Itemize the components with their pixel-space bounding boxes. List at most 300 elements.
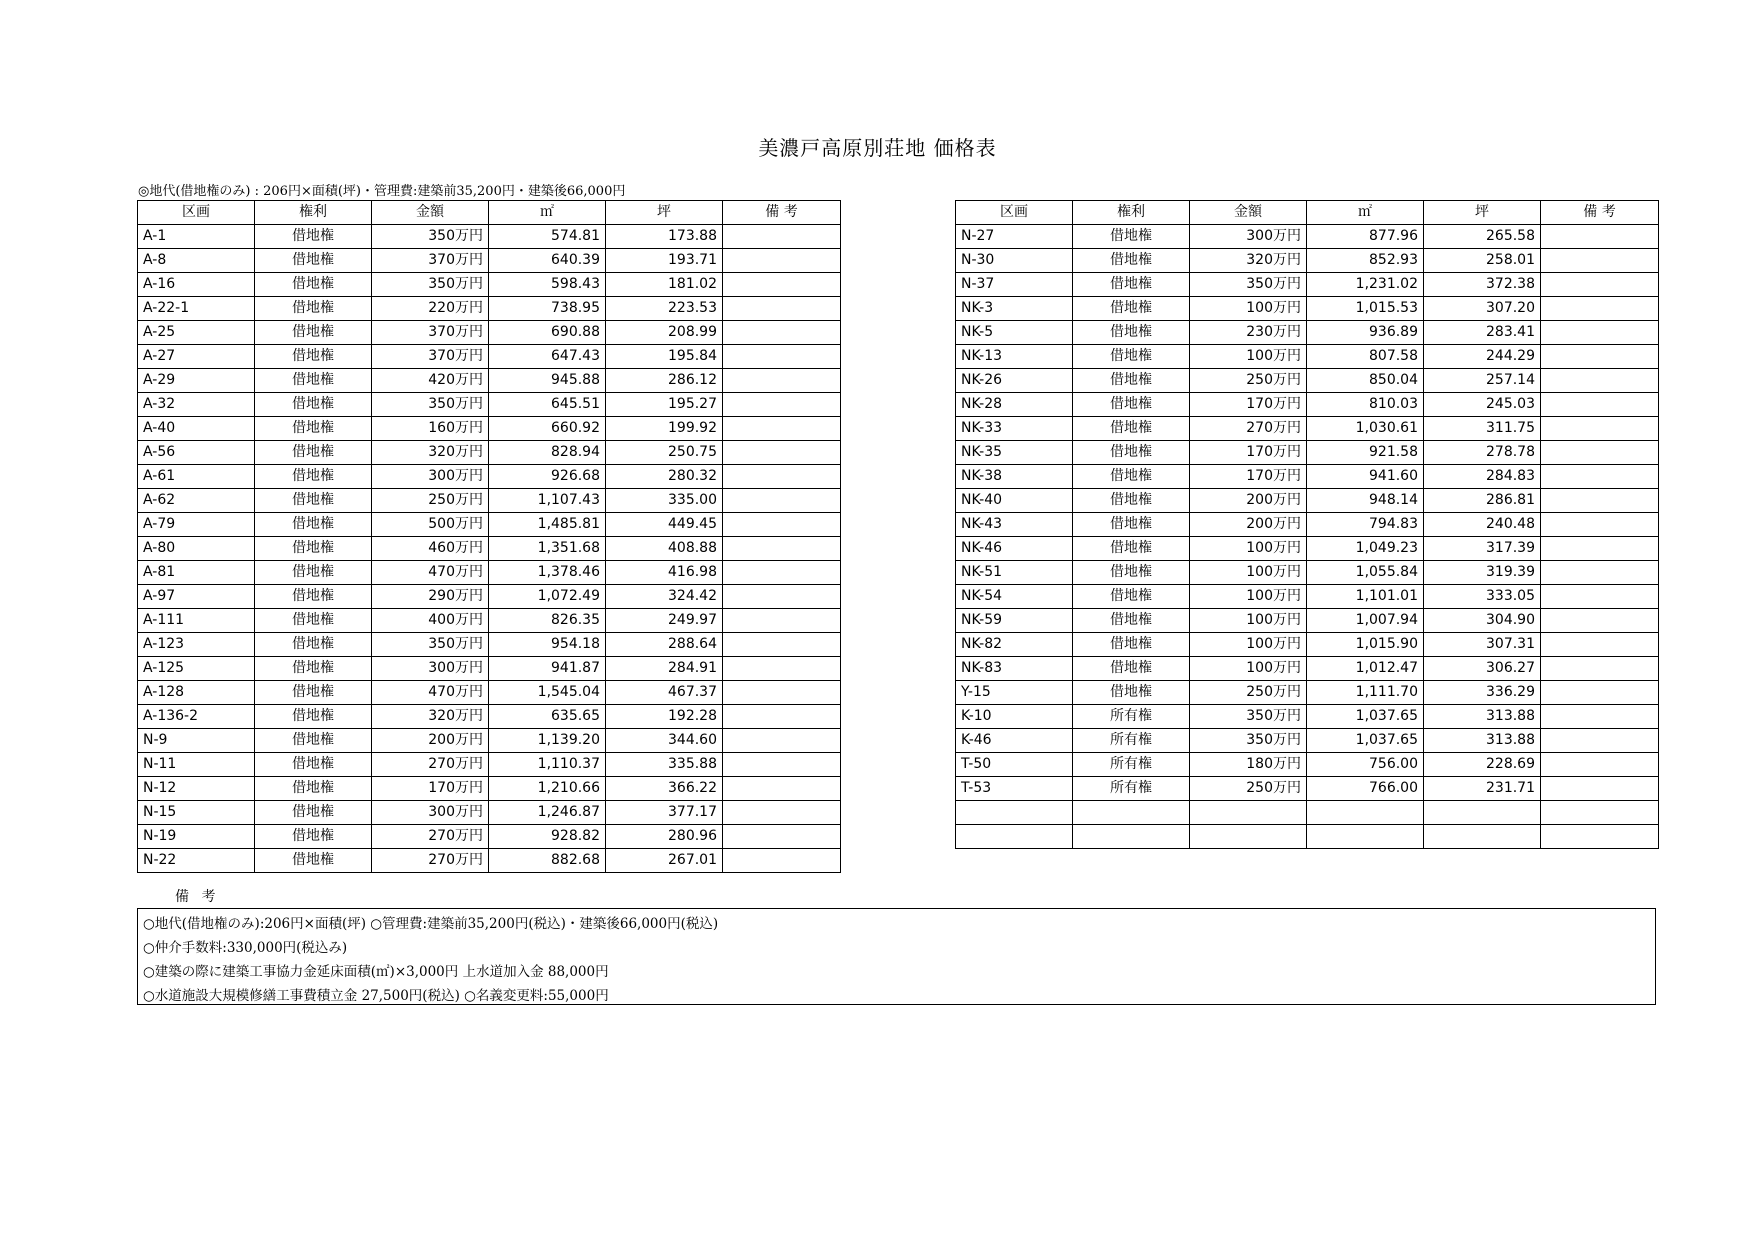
- table-row: [956, 633, 1659, 657]
- cell-lot-id: N-19: [138, 825, 255, 849]
- cell-price: 350万円: [372, 633, 489, 657]
- table-row: [956, 417, 1659, 441]
- cell-remarks: [1541, 249, 1659, 273]
- cell-lot-id: NK-5: [956, 321, 1073, 345]
- cell-remarks: [1541, 489, 1659, 513]
- cell-remarks: [1541, 633, 1659, 657]
- cell-tenure: 所有権: [1073, 705, 1190, 729]
- table-row: [956, 465, 1659, 489]
- cell-remarks: [723, 585, 841, 609]
- table-row: [138, 609, 841, 633]
- column-header-lot-id: 区画: [138, 201, 255, 225]
- cell-price: 100万円: [1190, 537, 1307, 561]
- cell-area-tsubo: 195.84: [606, 345, 723, 369]
- cell-area-sqm: 794.83: [1307, 513, 1424, 537]
- table-row: [956, 249, 1659, 273]
- cell-remarks: [723, 801, 841, 825]
- cell-area-tsubo: 181.02: [606, 273, 723, 297]
- cell-tenure: 所有権: [1073, 729, 1190, 753]
- cell-tenure: 借地権: [255, 801, 372, 825]
- cell-lot-id: N-37: [956, 273, 1073, 297]
- cell-area-sqm: 1,246.87: [489, 801, 606, 825]
- cell-tenure: 借地権: [1073, 609, 1190, 633]
- cell-price: 350万円: [1190, 729, 1307, 753]
- cell-tenure: 借地権: [1073, 225, 1190, 249]
- cell-lot-id: NK-59: [956, 609, 1073, 633]
- cell-lot-id: NK-40: [956, 489, 1073, 513]
- table-row: [956, 777, 1659, 801]
- cell-area-tsubo: 286.81: [1424, 489, 1541, 513]
- cell-area-tsubo: 372.38: [1424, 273, 1541, 297]
- column-header-area-sqm: ㎡: [489, 201, 606, 225]
- cell-area-tsubo: 258.01: [1424, 249, 1541, 273]
- cell-remarks: [1541, 729, 1659, 753]
- cell-remarks: [723, 729, 841, 753]
- cell-area-tsubo: 467.37: [606, 681, 723, 705]
- table-row: [956, 225, 1659, 249]
- table-row: [138, 825, 841, 849]
- table-row: [138, 585, 841, 609]
- cell-tenure: [1073, 825, 1190, 849]
- cell-tenure: 借地権: [255, 345, 372, 369]
- cell-remarks: [1541, 753, 1659, 777]
- cell-price: 290万円: [372, 585, 489, 609]
- cell-lot-id: NK-33: [956, 417, 1073, 441]
- cell-area-tsubo: 307.20: [1424, 297, 1541, 321]
- cell-tenure: 借地権: [1073, 321, 1190, 345]
- cell-lot-id: NK-82: [956, 633, 1073, 657]
- cell-lot-id: NK-46: [956, 537, 1073, 561]
- cell-lot-id: A-22-1: [138, 297, 255, 321]
- cell-area-tsubo: 416.98: [606, 561, 723, 585]
- cell-lot-id: NK-43: [956, 513, 1073, 537]
- cell-tenure: 借地権: [255, 681, 372, 705]
- cell-area-tsubo: 377.17: [606, 801, 723, 825]
- table-row: [138, 297, 841, 321]
- cell-tenure: 借地権: [255, 369, 372, 393]
- cell-tenure: 借地権: [1073, 561, 1190, 585]
- cell-tenure: 借地権: [1073, 657, 1190, 681]
- cell-area-tsubo: 283.41: [1424, 321, 1541, 345]
- cell-lot-id: NK-38: [956, 465, 1073, 489]
- cell-tenure: 借地権: [255, 513, 372, 537]
- cell-lot-id: K-10: [956, 705, 1073, 729]
- cell-lot-id: A-97: [138, 585, 255, 609]
- cell-area-sqm: 936.89: [1307, 321, 1424, 345]
- cell-price: 350万円: [1190, 705, 1307, 729]
- cell-lot-id: A-40: [138, 417, 255, 441]
- cell-area-tsubo: [1424, 801, 1541, 825]
- cell-price: 230万円: [1190, 321, 1307, 345]
- cell-area-tsubo: 250.75: [606, 441, 723, 465]
- table-row: [138, 321, 841, 345]
- cell-lot-id: N-22: [138, 849, 255, 873]
- table-row: [138, 801, 841, 825]
- cell-tenure: 借地権: [1073, 297, 1190, 321]
- cell-area-sqm: 945.88: [489, 369, 606, 393]
- cell-area-tsubo: 313.88: [1424, 729, 1541, 753]
- cell-remarks: [1541, 465, 1659, 489]
- cell-price: 320万円: [372, 441, 489, 465]
- table-header-row: [138, 201, 841, 225]
- table-row: [956, 273, 1659, 297]
- cell-lot-id: NK-13: [956, 345, 1073, 369]
- table-row: [956, 321, 1659, 345]
- table-row: [956, 825, 1659, 849]
- cell-area-sqm: 640.39: [489, 249, 606, 273]
- table-row: [956, 705, 1659, 729]
- cell-area-sqm: [1307, 825, 1424, 849]
- cell-area-sqm: 807.58: [1307, 345, 1424, 369]
- cell-price: 180万円: [1190, 753, 1307, 777]
- cell-tenure: 借地権: [255, 441, 372, 465]
- table-row: [956, 369, 1659, 393]
- column-header-tenure: 権利: [255, 201, 372, 225]
- cell-area-sqm: 850.04: [1307, 369, 1424, 393]
- table-row: [956, 537, 1659, 561]
- table-row: [138, 417, 841, 441]
- cell-area-tsubo: 313.88: [1424, 705, 1541, 729]
- cell-price: 500万円: [372, 513, 489, 537]
- cell-price: 100万円: [1190, 633, 1307, 657]
- cell-lot-id: [956, 825, 1073, 849]
- cell-remarks: [1541, 297, 1659, 321]
- cell-area-tsubo: [1424, 825, 1541, 849]
- cell-lot-id: A-123: [138, 633, 255, 657]
- cell-remarks: [723, 513, 841, 537]
- cell-area-sqm: 921.58: [1307, 441, 1424, 465]
- cell-area-sqm: [1307, 801, 1424, 825]
- table-row: [138, 225, 841, 249]
- cell-area-sqm: 1,210.66: [489, 777, 606, 801]
- cell-remarks: [1541, 393, 1659, 417]
- cell-tenure: [1073, 801, 1190, 825]
- cell-remarks: [723, 681, 841, 705]
- cell-tenure: 借地権: [255, 609, 372, 633]
- cell-area-sqm: 948.14: [1307, 489, 1424, 513]
- cell-lot-id: A-27: [138, 345, 255, 369]
- cell-tenure: 借地権: [1073, 369, 1190, 393]
- cell-tenure: 借地権: [1073, 393, 1190, 417]
- cell-area-sqm: 810.03: [1307, 393, 1424, 417]
- cell-lot-id: A-1: [138, 225, 255, 249]
- cell-lot-id: N-15: [138, 801, 255, 825]
- cell-area-tsubo: 199.92: [606, 417, 723, 441]
- cell-area-sqm: 954.18: [489, 633, 606, 657]
- cell-area-tsubo: 244.29: [1424, 345, 1541, 369]
- cell-tenure: 借地権: [1073, 681, 1190, 705]
- cell-tenure: 借地権: [1073, 441, 1190, 465]
- cell-tenure: 所有権: [1073, 777, 1190, 801]
- table-row: [956, 729, 1659, 753]
- cell-area-sqm: 1,007.94: [1307, 609, 1424, 633]
- cell-area-tsubo: 245.03: [1424, 393, 1541, 417]
- cell-price: 100万円: [1190, 345, 1307, 369]
- table-row: [956, 585, 1659, 609]
- cell-lot-id: [956, 801, 1073, 825]
- note-line: ○仲介手数料:330,000円(税込み): [143, 940, 348, 956]
- cell-remarks: [723, 225, 841, 249]
- table-row: [956, 657, 1659, 681]
- column-header-lot-id: 区画: [956, 201, 1073, 225]
- cell-area-sqm: 826.35: [489, 609, 606, 633]
- cell-lot-id: A-128: [138, 681, 255, 705]
- cell-remarks: [723, 657, 841, 681]
- cell-area-tsubo: 335.88: [606, 753, 723, 777]
- table-row: [138, 729, 841, 753]
- cell-lot-id: NK-54: [956, 585, 1073, 609]
- cell-tenure: 借地権: [255, 297, 372, 321]
- table-row: [138, 393, 841, 417]
- cell-area-tsubo: 280.96: [606, 825, 723, 849]
- cell-area-tsubo: 288.64: [606, 633, 723, 657]
- cell-remarks: [1541, 705, 1659, 729]
- note-line: ○地代(借地権のみ):206円×面積(坪) ○管理費:建築前35,200円(税込)・建築後66,000円(税込): [143, 916, 719, 932]
- cell-area-sqm: 1,107.43: [489, 489, 606, 513]
- cell-tenure: 借地権: [255, 705, 372, 729]
- cell-area-sqm: 1,231.02: [1307, 273, 1424, 297]
- cell-area-sqm: 1,351.68: [489, 537, 606, 561]
- cell-area-sqm: 660.92: [489, 417, 606, 441]
- cell-price: 320万円: [1190, 249, 1307, 273]
- cell-remarks: [1541, 273, 1659, 297]
- cell-lot-id: N-12: [138, 777, 255, 801]
- cell-area-tsubo: 192.28: [606, 705, 723, 729]
- cell-tenure: 借地権: [255, 489, 372, 513]
- cell-tenure: 借地権: [1073, 513, 1190, 537]
- cell-price: 170万円: [372, 777, 489, 801]
- cell-price: 170万円: [1190, 465, 1307, 489]
- cell-price: 370万円: [372, 345, 489, 369]
- cell-price: 200万円: [1190, 513, 1307, 537]
- table-row: [138, 537, 841, 561]
- table-row: [956, 561, 1659, 585]
- cell-lot-id: A-16: [138, 273, 255, 297]
- cell-area-sqm: 1,101.01: [1307, 585, 1424, 609]
- cell-area-sqm: 828.94: [489, 441, 606, 465]
- cell-lot-id: A-25: [138, 321, 255, 345]
- cell-lot-id: T-50: [956, 753, 1073, 777]
- cell-tenure: 借地権: [255, 465, 372, 489]
- cell-lot-id: N-9: [138, 729, 255, 753]
- table-row: [956, 513, 1659, 537]
- cell-remarks: [1541, 801, 1659, 825]
- cell-area-tsubo: 240.48: [1424, 513, 1541, 537]
- column-header-price: 金額: [372, 201, 489, 225]
- cell-remarks: [1541, 321, 1659, 345]
- cell-remarks: [723, 417, 841, 441]
- cell-price: 270万円: [1190, 417, 1307, 441]
- column-header-price: 金額: [1190, 201, 1307, 225]
- cell-area-sqm: 1,030.61: [1307, 417, 1424, 441]
- cell-remarks: [1541, 609, 1659, 633]
- cell-remarks: [1541, 777, 1659, 801]
- cell-area-sqm: 645.51: [489, 393, 606, 417]
- cell-lot-id: A-80: [138, 537, 255, 561]
- table-row: [138, 633, 841, 657]
- cell-lot-id: NK-35: [956, 441, 1073, 465]
- table-row: [138, 849, 841, 873]
- cell-area-sqm: 690.88: [489, 321, 606, 345]
- cell-remarks: [1541, 513, 1659, 537]
- cell-area-tsubo: 408.88: [606, 537, 723, 561]
- cell-area-sqm: 941.87: [489, 657, 606, 681]
- cell-price: 470万円: [372, 681, 489, 705]
- table-row: [138, 249, 841, 273]
- cell-area-sqm: 1,015.90: [1307, 633, 1424, 657]
- cell-price: 200万円: [372, 729, 489, 753]
- fee-summary: ◎地代(借地権のみ) : 206円×面積(坪)・管理費:建築前35,200円・建築後66,000円: [138, 184, 626, 199]
- cell-area-tsubo: 366.22: [606, 777, 723, 801]
- cell-lot-id: T-53: [956, 777, 1073, 801]
- notes-box: [137, 908, 1656, 1005]
- cell-area-tsubo: 223.53: [606, 297, 723, 321]
- cell-tenure: 借地権: [255, 537, 372, 561]
- cell-tenure: 借地権: [1073, 465, 1190, 489]
- cell-lot-id: A-32: [138, 393, 255, 417]
- cell-area-sqm: 1,111.70: [1307, 681, 1424, 705]
- cell-area-sqm: 1,110.37: [489, 753, 606, 777]
- note-line: ○水道施設大規模修繕工事費積立金 27,500円(税込) ○名義変更料:55,000円: [143, 988, 609, 1004]
- cell-price: 200万円: [1190, 489, 1307, 513]
- table-row: [138, 681, 841, 705]
- cell-area-tsubo: 304.90: [1424, 609, 1541, 633]
- cell-area-sqm: 1,545.04: [489, 681, 606, 705]
- cell-remarks: [723, 633, 841, 657]
- cell-tenure: 借地権: [255, 321, 372, 345]
- cell-remarks: [1541, 585, 1659, 609]
- cell-area-tsubo: 449.45: [606, 513, 723, 537]
- cell-remarks: [723, 249, 841, 273]
- table-row: [138, 777, 841, 801]
- cell-area-sqm: 852.93: [1307, 249, 1424, 273]
- cell-price: 100万円: [1190, 561, 1307, 585]
- cell-tenure: 借地権: [255, 561, 372, 585]
- cell-price: 100万円: [1190, 297, 1307, 321]
- table-row: [138, 657, 841, 681]
- table-row: [138, 345, 841, 369]
- cell-area-tsubo: 195.27: [606, 393, 723, 417]
- cell-price: 220万円: [372, 297, 489, 321]
- cell-area-tsubo: 286.12: [606, 369, 723, 393]
- column-header-tenure: 権利: [1073, 201, 1190, 225]
- cell-remarks: [723, 777, 841, 801]
- cell-area-sqm: 1,072.49: [489, 585, 606, 609]
- cell-area-sqm: 1,012.47: [1307, 657, 1424, 681]
- cell-area-tsubo: 324.42: [606, 585, 723, 609]
- cell-price: 350万円: [372, 225, 489, 249]
- table-row: [138, 705, 841, 729]
- cell-area-sqm: 1,055.84: [1307, 561, 1424, 585]
- column-header-area-tsubo: 坪: [606, 201, 723, 225]
- cell-price: 270万円: [372, 825, 489, 849]
- cell-area-tsubo: 231.71: [1424, 777, 1541, 801]
- cell-lot-id: K-46: [956, 729, 1073, 753]
- cell-price: 270万円: [372, 753, 489, 777]
- cell-price: 370万円: [372, 249, 489, 273]
- cell-tenure: 借地権: [1073, 585, 1190, 609]
- cell-area-sqm: 766.00: [1307, 777, 1424, 801]
- cell-tenure: 借地権: [255, 585, 372, 609]
- cell-remarks: [723, 753, 841, 777]
- cell-area-sqm: 635.65: [489, 705, 606, 729]
- cell-price: 170万円: [1190, 393, 1307, 417]
- cell-lot-id: A-81: [138, 561, 255, 585]
- cell-area-tsubo: 335.00: [606, 489, 723, 513]
- cell-remarks: [723, 705, 841, 729]
- cell-remarks: [1541, 681, 1659, 705]
- cell-area-sqm: 756.00: [1307, 753, 1424, 777]
- cell-remarks: [723, 849, 841, 873]
- table-row: [138, 441, 841, 465]
- cell-tenure: 借地権: [255, 753, 372, 777]
- cell-remarks: [1541, 417, 1659, 441]
- table-header-row: [956, 201, 1659, 225]
- page-title: 美濃戸高原別荘地 価格表: [758, 136, 997, 160]
- cell-remarks: [1541, 345, 1659, 369]
- cell-area-tsubo: 307.31: [1424, 633, 1541, 657]
- cell-lot-id: NK-28: [956, 393, 1073, 417]
- cell-price: 250万円: [1190, 777, 1307, 801]
- cell-area-tsubo: 306.27: [1424, 657, 1541, 681]
- table-row: [138, 753, 841, 777]
- cell-area-tsubo: 173.88: [606, 225, 723, 249]
- cell-area-sqm: 928.82: [489, 825, 606, 849]
- cell-lot-id: A-8: [138, 249, 255, 273]
- cell-area-sqm: 1,049.23: [1307, 537, 1424, 561]
- table-row: [138, 369, 841, 393]
- cell-price: 400万円: [372, 609, 489, 633]
- cell-lot-id: A-56: [138, 441, 255, 465]
- cell-tenure: 借地権: [255, 273, 372, 297]
- table-row: [956, 393, 1659, 417]
- price-table-right: [955, 200, 1659, 849]
- cell-area-tsubo: 333.05: [1424, 585, 1541, 609]
- cell-lot-id: NK-83: [956, 657, 1073, 681]
- cell-area-tsubo: 284.91: [606, 657, 723, 681]
- cell-remarks: [723, 825, 841, 849]
- cell-lot-id: N-30: [956, 249, 1073, 273]
- cell-tenure: 借地権: [255, 825, 372, 849]
- cell-price: 100万円: [1190, 609, 1307, 633]
- cell-price: 160万円: [372, 417, 489, 441]
- table-row: [956, 441, 1659, 465]
- cell-tenure: 借地権: [1073, 249, 1190, 273]
- cell-lot-id: N-27: [956, 225, 1073, 249]
- cell-area-tsubo: 336.29: [1424, 681, 1541, 705]
- cell-area-sqm: 1,485.81: [489, 513, 606, 537]
- cell-area-sqm: 647.43: [489, 345, 606, 369]
- cell-price: 350万円: [372, 393, 489, 417]
- table-row: [956, 345, 1659, 369]
- note-line: ○建築の際に建築工事協力金延床面積(㎡)×3,000円 上水道加入金 88,000円: [143, 964, 609, 980]
- cell-remarks: [723, 441, 841, 465]
- cell-tenure: 借地権: [255, 729, 372, 753]
- cell-tenure: 借地権: [255, 417, 372, 441]
- cell-price: 300万円: [372, 801, 489, 825]
- cell-remarks: [1541, 657, 1659, 681]
- cell-area-tsubo: 249.97: [606, 609, 723, 633]
- cell-remarks: [723, 273, 841, 297]
- cell-price: 300万円: [372, 465, 489, 489]
- cell-remarks: [723, 321, 841, 345]
- cell-tenure: 借地権: [255, 849, 372, 873]
- cell-lot-id: A-136-2: [138, 705, 255, 729]
- cell-remarks: [1541, 369, 1659, 393]
- cell-remarks: [723, 369, 841, 393]
- table-row: [138, 561, 841, 585]
- cell-price: 300万円: [1190, 225, 1307, 249]
